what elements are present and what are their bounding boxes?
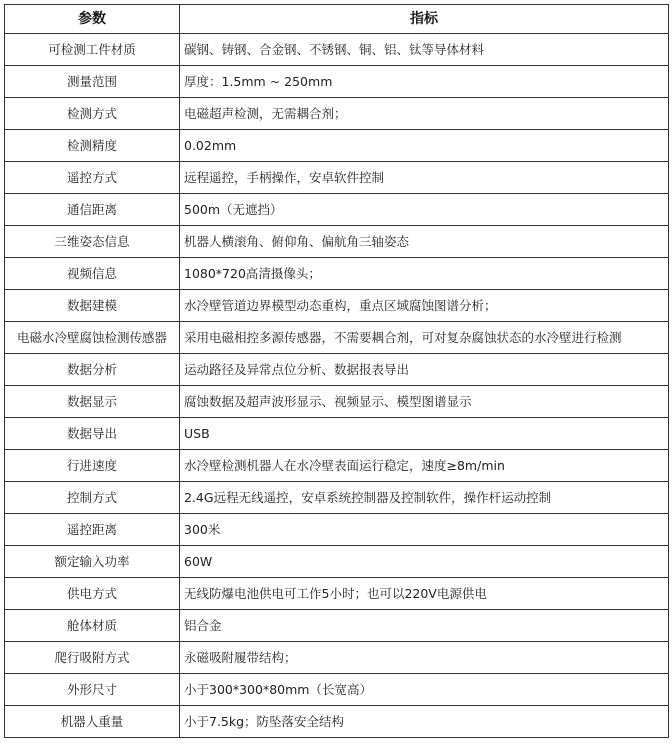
- table-header-row: [5, 5, 669, 34]
- value-cell: 60W: [180, 546, 669, 578]
- table-row: [5, 130, 669, 162]
- table-row: [5, 482, 669, 514]
- value-cell: 无线防爆电池供电可工作5小时；也可以220V电源供电: [180, 578, 669, 610]
- table-body: [5, 34, 669, 738]
- param-cell: 数据分析: [5, 354, 180, 386]
- value-cell: 小于7.5kg；防坠落安全结构: [180, 706, 669, 738]
- value-cell: USB: [180, 418, 669, 450]
- table-row: [5, 642, 669, 674]
- param-cell: 机器人重量: [5, 706, 180, 738]
- param-cell: 测量范围: [5, 66, 180, 98]
- value-cell: 水冷壁管道边界模型动态重构，重点区域腐蚀图谱分析；: [180, 290, 669, 322]
- param-cell: 数据建模: [5, 290, 180, 322]
- table-row: [5, 450, 669, 482]
- table-row: [5, 322, 669, 354]
- table-row: [5, 546, 669, 578]
- value-cell: 机器人横滚角、俯仰角、偏航角三轴姿态: [180, 226, 669, 258]
- table-row: [5, 290, 669, 322]
- param-cell: 电磁水冷壁腐蚀检测传感器: [5, 322, 180, 354]
- param-cell: 检测精度: [5, 130, 180, 162]
- table-row: [5, 66, 669, 98]
- table-row: [5, 354, 669, 386]
- param-cell: 爬行吸附方式: [5, 642, 180, 674]
- param-cell: 三维姿态信息: [5, 226, 180, 258]
- param-cell: 额定输入功率: [5, 546, 180, 578]
- param-cell: 外形尺寸: [5, 674, 180, 706]
- table-row: [5, 98, 669, 130]
- param-cell: 视频信息: [5, 258, 180, 290]
- table-row: [5, 418, 669, 450]
- param-cell: 数据导出: [5, 418, 180, 450]
- value-cell: 铝合金: [180, 610, 669, 642]
- param-cell: 行进速度: [5, 450, 180, 482]
- param-cell: 可检测工件材质: [5, 34, 180, 66]
- header-value: 指标: [180, 5, 669, 34]
- value-cell: 500m（无遮挡）: [180, 194, 669, 226]
- table-row: [5, 386, 669, 418]
- value-cell: 厚度：1.5mm ~ 250mm: [180, 66, 669, 98]
- header-param: 参数: [5, 5, 180, 34]
- spec-table: [4, 4, 669, 738]
- value-cell: 碳钢、铸钢、合金钢、不锈钢、铜、铝、钛等导体材料: [180, 34, 669, 66]
- param-cell: 控制方式: [5, 482, 180, 514]
- value-cell: 水冷壁检测机器人在水冷壁表面运行稳定，速度≥8m/min: [180, 450, 669, 482]
- table-row: [5, 578, 669, 610]
- param-cell: 遥控方式: [5, 162, 180, 194]
- value-cell: 腐蚀数据及超声波形显示、视频显示、模型图谱显示: [180, 386, 669, 418]
- value-cell: 采用电磁相控多源传感器，不需要耦合剂，可对复杂腐蚀状态的水冷壁进行检测: [180, 322, 669, 354]
- param-cell: 检测方式: [5, 98, 180, 130]
- param-cell: 供电方式: [5, 578, 180, 610]
- table-row: [5, 258, 669, 290]
- value-cell: 0.02mm: [180, 130, 669, 162]
- value-cell: 1080*720高清摄像头；: [180, 258, 669, 290]
- table-row: [5, 674, 669, 706]
- value-cell: 远程遥控，手柄操作，安卓软件控制: [180, 162, 669, 194]
- value-cell: 运动路径及异常点位分析、数据报表导出: [180, 354, 669, 386]
- table-row: [5, 610, 669, 642]
- value-cell: 电磁超声检测，无需耦合剂；: [180, 98, 669, 130]
- value-cell: 300米: [180, 514, 669, 546]
- param-cell: 舱体材质: [5, 610, 180, 642]
- table-row: [5, 34, 669, 66]
- param-cell: 数据显示: [5, 386, 180, 418]
- value-cell: 小于300*300*80mm（长宽高）: [180, 674, 669, 706]
- table-row: [5, 194, 669, 226]
- param-cell: 通信距离: [5, 194, 180, 226]
- table-row: [5, 162, 669, 194]
- table-row: [5, 514, 669, 546]
- param-cell: 遥控距离: [5, 514, 180, 546]
- table-row: [5, 226, 669, 258]
- value-cell: 2.4G远程无线遥控，安卓系统控制器及控制软件，操作杆运动控制: [180, 482, 669, 514]
- table-row: [5, 706, 669, 738]
- value-cell: 永磁吸附履带结构；: [180, 642, 669, 674]
